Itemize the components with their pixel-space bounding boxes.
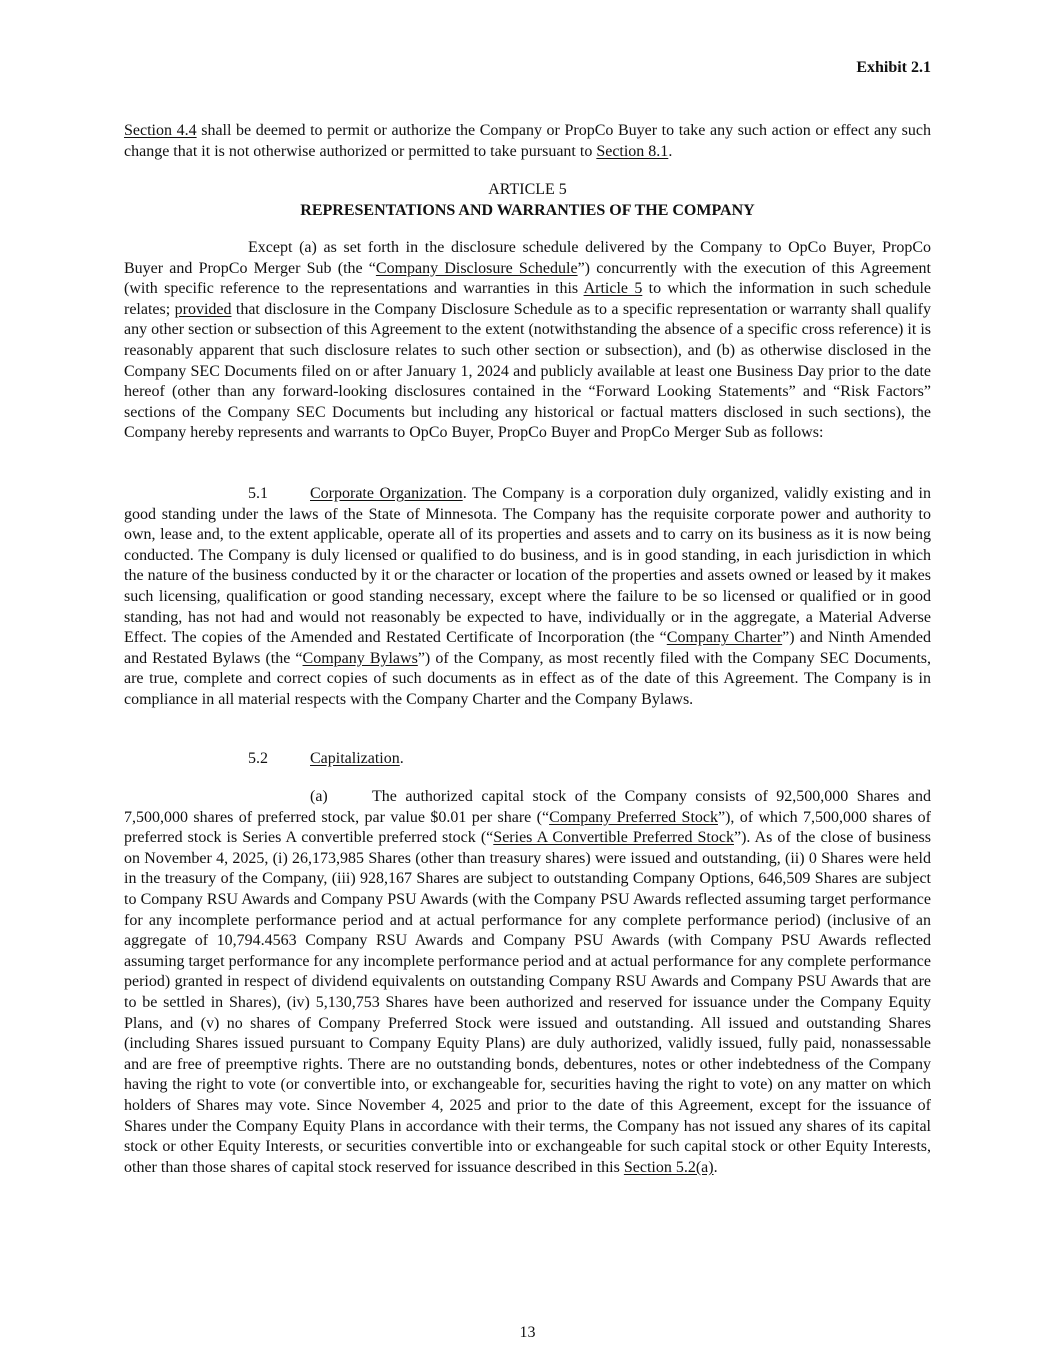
article-title: REPRESENTATIONS AND WARRANTIES OF THE COMPANY (300, 201, 755, 219)
subsection-letter: (a) (310, 788, 328, 805)
section-number: 5.1 (248, 485, 268, 502)
page-number: 13 (519, 1324, 536, 1341)
section-5-2: 5.2 Capitalization. (124, 749, 931, 770)
section-title: Capitalization (310, 750, 400, 767)
section-reference[interactable]: Section 5.2(a) (623, 1158, 714, 1176)
section-5-2-a: (a) The authorized capital stock of the Company consists of 92,500,000 Shares and 7,500,000 shares of preferred stock, par value $0.01 per share (“Company Preferred Stock”), of which 7,500,000 shares of preferred stock is Series A convertible preferred stock (“Series A Convertible Preferred Stock”). As of the close of business on November 4, 2025, (i) 26,173,985 Shares (other than treasury shares) were issued and outstanding, (ii) 0 Shares were held in the treasury of the Company, (iii) 928,167 Shares are subject to outstanding Company Options, 646,509 Shares are subject to Company RSU Awards and Company PSU Awards (with the Company PSU Awards reflected assuming target performance for any incomplete performance period and at actual performance for any complete performance period) (inclusive of an aggregate of 10,794.4563 Company RSU Awards and Company PSU Awards (with Company PSU Awards reflected assuming target performance for any incomplete performance period and at actual performance for any complete performance period) granted in respect of dividend equivalents on outstanding Company RSU Awards and Company PSU Awards that are to be settled in Shares), (iv) 5,130,753 Shares have been authorized and reserved for issuance under the Company Equity Plans, and (v) no shares of Company Preferred Stock were issued and outstanding. All issued and outstanding Shares (including Shares issued pursuant to Company Equity Plans) are duly authorized, validly issued, fully paid, nonassessable and are free of preemptive rights. There are no outstanding bonds, debentures, notes or other indebtedness of the Company having the right to vote (or convertible into, or exchangeable for, securities having the right to vote) on any matter on which holders of Shares may vote. Since November 4, 2025 and prior to the date of this Agreement, except for the issuance of Shares under the Company Equity Plans in accordance with their terms, the Company has not issued any shares of its capital stock or other Equity Interests, or securities convertible into or exchangeable for such capital stock or other Equity Interests, other than those shares of capital stock reserved for issuance described in this Section 5.2(a). (124, 788, 932, 1176)
defined-term: Company Bylaws (302, 649, 418, 667)
section-reference[interactable]: Section 8.1 (596, 142, 669, 160)
provided-term: provided (174, 300, 232, 318)
section-title: Corporate Organization (310, 485, 463, 502)
section-number: 5.2 (248, 750, 268, 767)
defined-term: Series A Convertible Preferred Stock (493, 829, 734, 847)
defined-term: Company Charter (666, 629, 783, 647)
intro-paragraph: Except (a) as set forth in the disclosure schedule delivered by the Company to OpCo Buyer, PropCo Buyer and PropCo Merger Sub (the “Company Disclosure Schedule”) concurrently with the execution of this Agreement (with specific reference to the representations and warranties in this Article 5 to which the information in such schedule relates; provided that disclosure in the Company Disclosure Schedule as to a specific representation or warranty shall qualify any other section or subsection of this Agreement to the extent (notwithstanding the absence of a specific cross reference) it is reasonably apparent that such disclosure relates to such other section or subsection), and (b) as otherwise disclosed in the Company SEC Documents filed on or after January 1, 2024 and publicly available at least one Business Day prior to the date hereof (other than any forward-looking disclosures contained in the “Forward Looking Statements” and “Risk Factors” sections of the Company SEC Documents but including any historical or factual matters disclosed in such sections), the Company hereby represents and warrants to OpCo Buyer, PropCo Buyer and PropCo Merger Sub as follows: (124, 239, 931, 442)
article-reference[interactable]: Article 5 (583, 280, 643, 298)
defined-term: Company Disclosure Schedule (375, 259, 578, 277)
article-heading (124, 180, 931, 221)
section-reference[interactable]: Section 4.4 (124, 122, 197, 139)
continuation-paragraph: Section 4.4 shall be deemed to permit or authorize the Company or PropCo Buyer to take any such action or effect any such change that it is not otherwise authorized or permitted to take pursuant to Section 8.1. (124, 122, 932, 160)
exhibit-label: Exhibit 2.1 (856, 59, 931, 76)
defined-term: Company Preferred Stock (549, 808, 718, 826)
article-number: ARTICLE 5 (488, 181, 567, 198)
section-5-1: 5.1 Corporate Organization. The Company is a corporation duly organized, validly existing and in good standing under the laws of the State of Minnesota. The Company has the requisite corporate power and authority to own, lease and, to the extent applicable, operate all of its properties and assets and to carry on its business as it is now being conducted. The Company is duly licensed or qualified to do business, and is in good standing, in each jurisdiction in which the nature of the business conducted by it or the character or location of the properties and assets owned or leased by it makes such licensing, qualification or good standing necessary, except where the failure to be so licensed or qualified or in good standing, has not had and would not reasonably be expected to have, individually or in the aggregate, a Material Adverse Effect. The copies of the Amended and Restated Certificate of Incorporation (the “Company Charter”) and Ninth Amended and Restated Bylaws (the “Company Bylaws”) of the Company, as most recently filed with the Company SEC Documents, are true, complete and correct copies of such documents as in effect as of the date of this Agreement. The Company is in compliance in all material respects with the Company Charter and the Company Bylaws. (124, 485, 932, 708)
